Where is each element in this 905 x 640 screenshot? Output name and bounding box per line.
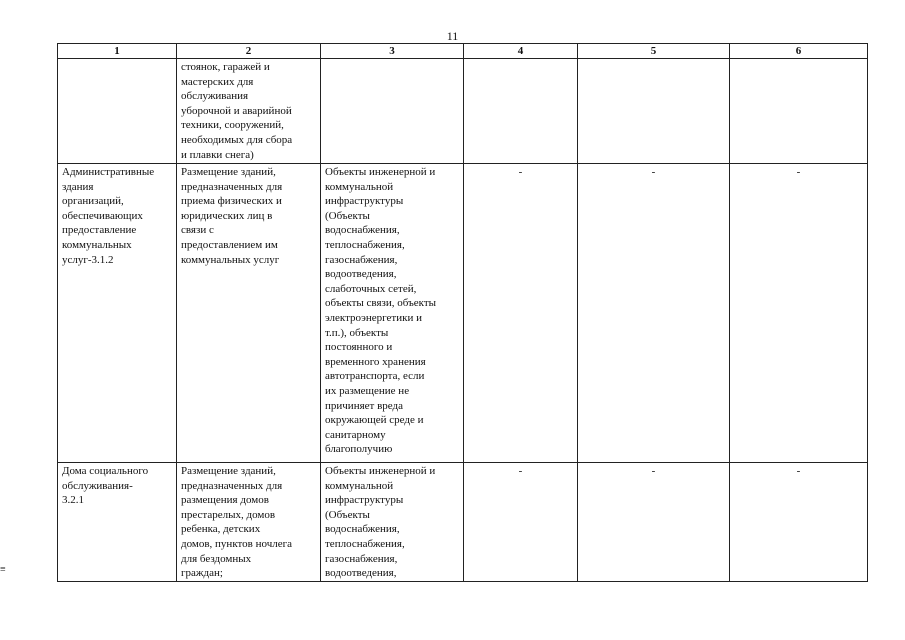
table-header-row [58, 44, 868, 59]
table-cell: стоянок, гаражей и мастерских для обслуживания уборочной и аварийной техники, сооружений, необходимых для сбора и плавки снега) [177, 59, 321, 164]
table-cell: Административные здания организаций, обеспечивающих предоставление коммунальных услуг-3.1.2 [58, 164, 177, 463]
column-header: 6 [730, 44, 868, 59]
column-header: 4 [464, 44, 578, 59]
table-cell: Объекты инженерной и коммунальной инфраструктуры (Объекты водоснабжения, теплоснабжения, газоснабжения, водоотведения, слаботочных сетей, объекты связи, объекты электроэнергетики и т.п.), объекты постоянного и временного хранения автотранспорта, если их размещение не причиняет вреда окружающей среде и санитарному благополучию [321, 164, 464, 463]
column-header: 5 [578, 44, 730, 59]
table-cell: - [464, 463, 578, 582]
margin-mark: ≡ [0, 564, 6, 575]
table-row [58, 463, 868, 582]
table-cell: Размещение зданий, предназначенных для приема физических и юридических лиц в связи с предоставлением им коммунальных услуг [177, 164, 321, 463]
table-row [58, 59, 868, 164]
table-cell: - [730, 463, 868, 582]
table-cell: - [578, 463, 730, 582]
table-cell: Размещение зданий, предназначенных для размещения домов престарелых, домов ребенка, детских домов, пунктов ночлега для бездомных граждан; [177, 463, 321, 582]
table-cell: Дома социального обслуживания- 3.2.1 [58, 463, 177, 582]
table-cell: Объекты инженерной и коммунальной инфраструктуры (Объекты водоснабжения, теплоснабжения, газоснабжения, водоотведения, [321, 463, 464, 582]
table-cell [730, 59, 868, 164]
table-cell [321, 59, 464, 164]
table-cell: - [464, 164, 578, 463]
table-cell [464, 59, 578, 164]
document-table [57, 43, 868, 582]
table-cell: - [730, 164, 868, 463]
column-header: 3 [321, 44, 464, 59]
table-cell [578, 59, 730, 164]
page-number: 11 [446, 29, 459, 43]
table-row [58, 164, 868, 463]
column-header: 1 [58, 44, 177, 59]
table-cell: - [578, 164, 730, 463]
column-header: 2 [177, 44, 321, 59]
table-cell [58, 59, 177, 164]
